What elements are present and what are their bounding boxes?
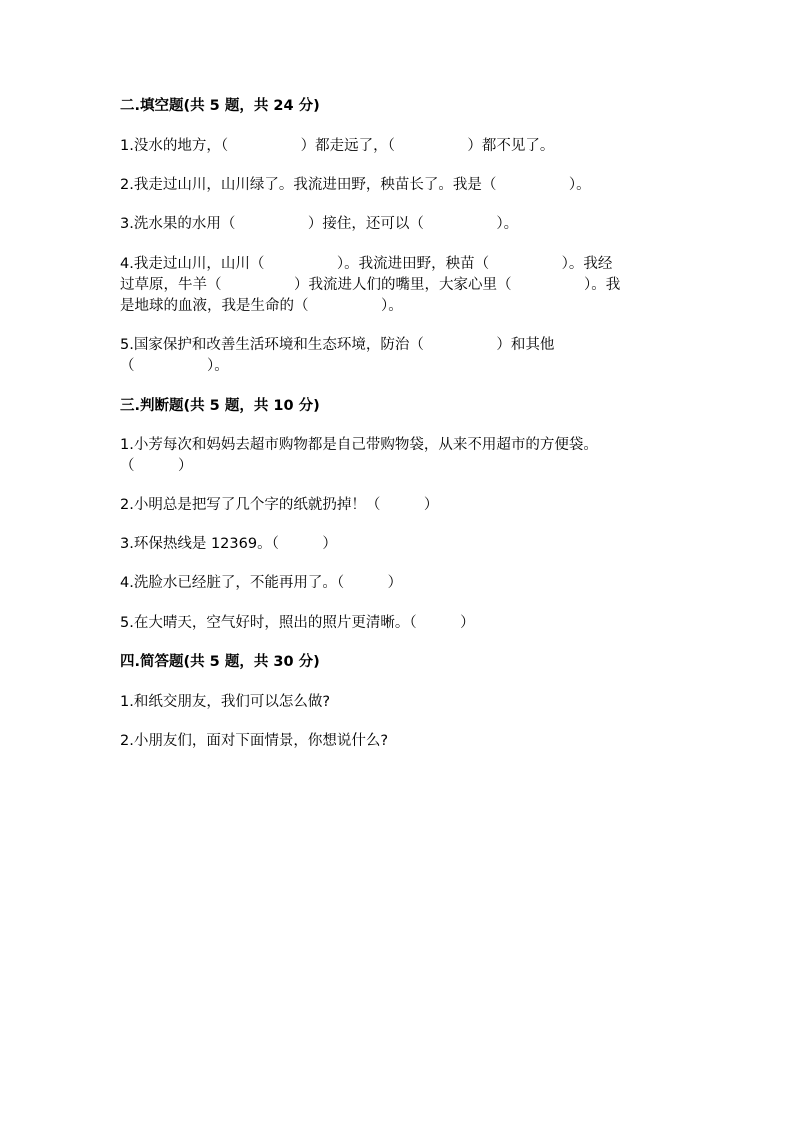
exam-page [120, 0, 680, 1123]
question-text: 2.小朋友们，面对下面情景，你想说什么? [120, 733, 389, 749]
question-text: 2.小明总是把写了几个字的纸就扔掉！（ ） [120, 497, 439, 513]
question-text: 1.和纸交朋友，我们可以怎么做? [120, 694, 331, 710]
question-text: 5.在大晴天，空气好时，照出的照片更清晰。（ ） [120, 615, 475, 631]
section-title-judgement: 三.判断题(共 5 题，共 10 分) [120, 398, 320, 414]
question-text: 3.洗水果的水用（ ）接住，还可以（ ）。 [120, 216, 519, 232]
question-text: 1.小芳每次和妈妈去超市购物都是自己带购物袋，从来不用超市的方便袋。 [120, 437, 598, 453]
section-title-fill-blank: 二.填空题(共 5 题，共 24 分) [120, 98, 320, 114]
question-text-continued: （ ） [120, 458, 193, 474]
question-text: 3.环保热线是 12369。（ ） [120, 536, 337, 552]
question-text: 4.我走过山川，山川（ ）。我流进田野，秧苗（ ）。我经 [120, 256, 613, 272]
question-text-continued: （ ）。 [120, 358, 229, 374]
question-text: 1.没水的地方，（ ）都走远了，（ ）都不见了。 [120, 138, 555, 154]
question-text: 2.我走过山川，山川绿了。我流进田野，秧苗长了。我是（ ）。 [120, 177, 591, 193]
question-text-continued: 过草原，牛羊（ ）我流进人们的嘴里，大家心里（ ）。我 [120, 277, 621, 293]
section-title-short-answer: 四.简答题(共 5 题，共 30 分) [120, 654, 320, 670]
question-text: 4.洗脸水已经脏了，不能再用了。（ ） [120, 575, 403, 591]
question-text-continued: 是地球的血液，我是生命的（ ）。 [120, 298, 403, 314]
question-text: 5.国家保护和改善生活环境和生态环境，防治（ ）和其他 [120, 337, 555, 353]
